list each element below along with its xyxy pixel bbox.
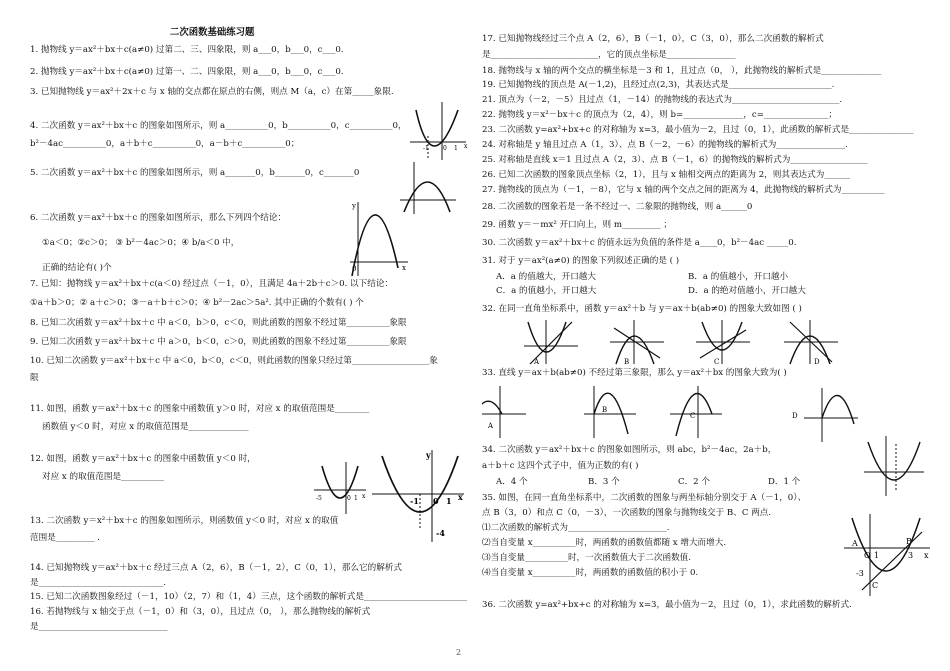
- q32-label-d: D: [814, 358, 820, 366]
- q34-parabola-graph: [862, 434, 926, 498]
- question-2: 2. 抛物线 y＝ax²＋bx＋c(a≠0) 过第一、二、四象限，则 a___0，b___0，c___0.: [30, 67, 344, 77]
- question-14: 14. 已知抛物线 y＝ax²＋bx＋c 经过三点 A（2，6），B（－1，2），C（0，1），那么它的解析式: [30, 563, 403, 573]
- q31-option-b: B．a 的值越小，开口越小: [688, 272, 789, 282]
- left-column: [30, 0, 470, 671]
- question-8: 8. 已知二次函数 y＝ax²＋bx＋c 中 a＜0，b＞0，c＜0，则此函数的图象不经过第__________象限: [30, 318, 407, 328]
- q34-option-a: A．4 个: [496, 477, 528, 487]
- question-13: 13. 二次函数 y＝x²＋bx＋c 的图象如图所示，则函数值 y＜0 时，对应 x 的取值: [30, 516, 339, 526]
- q33-label-a: A: [488, 422, 494, 430]
- question-11: 11. 如图，函数 y＝ax²＋bx＋c 的图象中函数值 y＞0 时，对应 x 的取值范围是________: [30, 404, 370, 414]
- question-35-part3: ⑶当自变量__________时，一次函数值大于二次函数值.: [482, 553, 691, 563]
- q35-label-3: 3: [908, 551, 914, 560]
- q32-label-c: C: [714, 358, 720, 366]
- q4-parabola-graph: [408, 100, 470, 162]
- q33-label-b: B: [602, 406, 608, 414]
- question-7-cont: ①a＋b＞0；② a＋c＞0；③－a＋b＋c＞0；④ b²－2ac＞5a². 其中正确的个数有( ) 个: [30, 298, 364, 308]
- q31-option-d: D．a 的绝对值越小，开口越大: [688, 286, 806, 296]
- question-13-cont: 范围是_________ .: [30, 533, 100, 543]
- question-12: 12. 如图，函数 y＝ax²＋bx＋c 的图象中函数值 y＜0 时，: [30, 454, 256, 464]
- question-10-cont: 限: [30, 373, 39, 383]
- question-35: 35. 如图，在同一直角坐标系中，二次函数的图象与两坐标轴分别交于 A（－1，0）、: [482, 493, 807, 503]
- question-7: 7. 已知：抛物线 y＝ax²＋bx＋c(a＜0) 经过点（－1，0），且满足 4a＋2b＋c＞0. 以下结论：: [30, 279, 394, 289]
- question-16: 16. 若抛物线与 x 轴交于点（－1，0）和（3，0），且过点（0， ），那么抛物线的解析式: [30, 607, 371, 617]
- question-34-cont: a＋b＋c 这四个式子中，值为正数的有( ): [482, 461, 639, 471]
- question-12-cont: 对应 x 的取值范围是__________: [42, 472, 165, 482]
- q6-label-0: 0: [352, 265, 357, 273]
- question-6-answer: 正确的结论有( )个: [42, 263, 112, 273]
- question-4-cont: b²－4ac__________0，a＋b＋c__________0，a－b＋c__________0；: [30, 139, 300, 149]
- q31-option-c: C．a 的值越小，开口越大: [496, 286, 597, 296]
- question-6-options: ①a＜0；②c＞0； ③ b²－4ac＞0；④ b/a＜0 中，: [42, 238, 240, 248]
- question-17-cont: 是_________________________，它的顶点坐标是________________: [482, 50, 736, 60]
- q11-label-x: x: [362, 493, 366, 500]
- right-column: [482, 0, 932, 671]
- question-15: 15. 已知二次函数图象经过（－1，10）（2，7）和（1，4）三点，这个函数的解析式是________________________: [30, 592, 468, 602]
- question-31: 31. 对于 y＝ax²(a≠0) 的图象下列叙述正确的是 ( ): [482, 256, 680, 266]
- question-17: 17. 已知抛物线经过三个点 A（2，6），B（－1，0），C（3，0），那么二次函数的解析式: [482, 34, 824, 44]
- question-19: 19. 已知抛物线的顶点是 A(－1,2)，且经过点(2,3)，其表达式是________________________.: [482, 80, 835, 90]
- q33-option-b-graph: [582, 384, 638, 440]
- q12-label-1: 1: [446, 496, 452, 506]
- q11-label-neg5: -5: [316, 495, 322, 502]
- q35-label-c: C: [872, 581, 879, 590]
- q33-label-c: C: [690, 412, 696, 420]
- question-3: 3. 已知抛物线 y＝ax²＋2x＋c 与 x 轴的交点都在原点的右侧，则点 M（a，c）在第_____象限.: [30, 87, 394, 97]
- q32-option-b-graph: [608, 318, 666, 366]
- question-5: 5. 二次函数 y＝ax²＋bx＋c 的图象如图所示，则 a_______0，b_______0，c_______0: [30, 168, 360, 178]
- q12-label-0: 0: [433, 496, 439, 506]
- question-26: 26. 已知二次函数的图象顶点坐标（2，1），且与 x 轴相交两点的距离为 2，则其表达式为______: [482, 170, 851, 180]
- question-35-part4: ⑷当自变量 x__________时，两函数的函数值的积小于 0.: [482, 568, 699, 578]
- question-27: 27. 抛物线的顶点为（－1，－8），它与 x 轴的两个交点之间的距离为 4，此抛物线的解析式为__________: [482, 185, 885, 195]
- question-23: 23. 二次函数 y=ax²+bx+c 的对称轴为 x=3，最小值为－2，且过（0，1），此函数的解析式是_______________: [482, 125, 914, 135]
- q4-label-x: x: [464, 143, 468, 150]
- q34-option-c: C．2 个: [678, 477, 710, 487]
- question-34: 34. 二次函数 y＝ax²＋bx＋c 的图象如图所示，则 abc，b²－4ac，2a＋b，: [482, 445, 777, 455]
- q11-label-1: 1: [354, 495, 358, 502]
- q33-option-a-graph: [482, 384, 528, 440]
- q12-parabola-graph: [370, 448, 466, 544]
- q4-label-neg1: -1: [423, 145, 429, 152]
- question-28: 28. 二次函数的图象若是一条不经过一、二象限的抛物线，则 a______0: [482, 202, 753, 212]
- q32-label-b: B: [624, 358, 630, 366]
- q35-label-1: 1: [874, 551, 880, 560]
- question-30: 30. 二次函数 y＝ax²＋bx＋c 的值永远为负值的条件是 a____0，b²－4ac _____0.: [482, 238, 797, 248]
- q12-label-neg1: -1: [410, 496, 419, 506]
- page-number: 2: [456, 648, 462, 657]
- question-33: 33. 直线 y＝ax＋b(ab≠0) 不经过第三象限，那么 y＝ax²＋bx 的图象大致为( ): [482, 368, 787, 378]
- question-4: 4. 二次函数 y＝ax²＋bx＋c 的图象如图所示，则 a__________0，b__________0，c__________0，: [30, 121, 407, 131]
- question-16-cont: 是______________________________: [30, 622, 168, 632]
- q12-label-neg4: -4: [436, 528, 445, 538]
- q32-option-d-graph: [782, 318, 840, 366]
- q35-label-x: x: [924, 551, 929, 560]
- q32-option-a-graph: [522, 318, 580, 366]
- q6-label-x: x: [402, 264, 406, 272]
- q4-label-1: 1: [454, 145, 458, 152]
- question-14-cont: 是_____________________________.: [30, 578, 166, 588]
- q34-option-d: D．1 个: [768, 477, 801, 487]
- question-6: 6. 二次函数 y＝ax²＋bx＋c 的图象如图所示，那么下列四个结论：: [30, 213, 287, 223]
- q12-label-x: x: [458, 492, 463, 502]
- q11-label-0: 0: [347, 495, 351, 502]
- question-35-part1: ⑴二次函数的解析式为_______________________.: [482, 523, 670, 533]
- q31-option-a: A．a 的值越大，开口越大: [496, 272, 596, 282]
- question-18: 18. 抛物线与 x 轴的两个交点的横坐标是－3 和 1，且过点（0， ），此抛物线的解析式是______________: [482, 66, 882, 76]
- question-35-part2: ⑵当自变量 x__________时，两函数的函数值都随 x 增大而增大.: [482, 538, 727, 548]
- q34-option-b: B．3 个: [588, 477, 620, 487]
- page-title: 二次函数基础练习题: [170, 27, 255, 38]
- question-1: 1. 抛物线 y＝ax²＋bx＋c(a≠0) 过第二、三、四象限，则 a___0，b___0，c___0.: [30, 45, 344, 55]
- q35-label-neg3: -3: [856, 569, 864, 578]
- q6-label-y: y: [352, 202, 356, 210]
- q6-parabola-graph: [348, 198, 410, 278]
- q33-option-d-graph: [790, 384, 860, 444]
- q11-parabola-graph: [312, 460, 368, 516]
- q32-option-c-graph: [694, 318, 752, 366]
- question-25: 25. 对称轴是直线 x＝1 且过点 A（2，3）、点 B（－1，6）的抛物线的解析式为__________________: [482, 155, 868, 165]
- q35-label-a: A: [852, 539, 858, 548]
- question-9: 9. 已知二次函数 y＝ax²＋bx＋c 中 a＞0，b＜0，c＞0，则此函数的图象不经过第__________象限: [30, 337, 407, 347]
- question-36: 36. 二次函数 y=ax²+bx+c 的对称轴为 x=3，最小值为－2，且过（0，1），求此函数的解析式.: [482, 600, 852, 610]
- q35-label-b: B: [906, 537, 912, 546]
- q12-label-y: y: [426, 450, 431, 460]
- q4-label-0: 0: [443, 145, 447, 152]
- q33-option-c-graph: [668, 384, 724, 440]
- question-32: 32. 在同一直角坐标系中，函数 y＝ax²＋b 与 y＝ax＋b(ab≠0) 的图象大致如图 ( ): [482, 304, 802, 314]
- question-22: 22. 抛物线 y＝x²－bx＋c 的顶点为（2，4），则 b=______________，c=_______________；: [482, 110, 837, 120]
- question-10: 10. 已知二次函数 y＝ax²＋bx＋c 中 a＜0，b＜0，c＜0，则此函数的图象只经过第__________________象: [30, 356, 438, 366]
- q35-label-o: O: [864, 551, 871, 560]
- question-35-cont: 点 B（3，0）和点 C（0，－3），一次函数的图象与抛物线交于 B、C 两点.: [482, 508, 772, 518]
- question-29: 29. 函数 y＝－mx² 开口向上，则 m_________ ；: [482, 220, 672, 230]
- question-24: 24. 对称轴是 y 轴且过点 A（1，3）、点 B（－2，－6）的抛物线的解析式为________________.: [482, 140, 848, 150]
- q35-parabola-line-graph: [842, 512, 932, 598]
- question-21: 21. 顶点为（－2，－5）且过点（1，－14）的抛物线的表达式为_________________________.: [482, 95, 843, 105]
- question-11-cont: 函数值 y＜0 时，对应 x 的取值范围是______________: [42, 422, 249, 432]
- q33-label-d: D: [792, 412, 798, 420]
- q32-label-a: A: [534, 358, 540, 366]
